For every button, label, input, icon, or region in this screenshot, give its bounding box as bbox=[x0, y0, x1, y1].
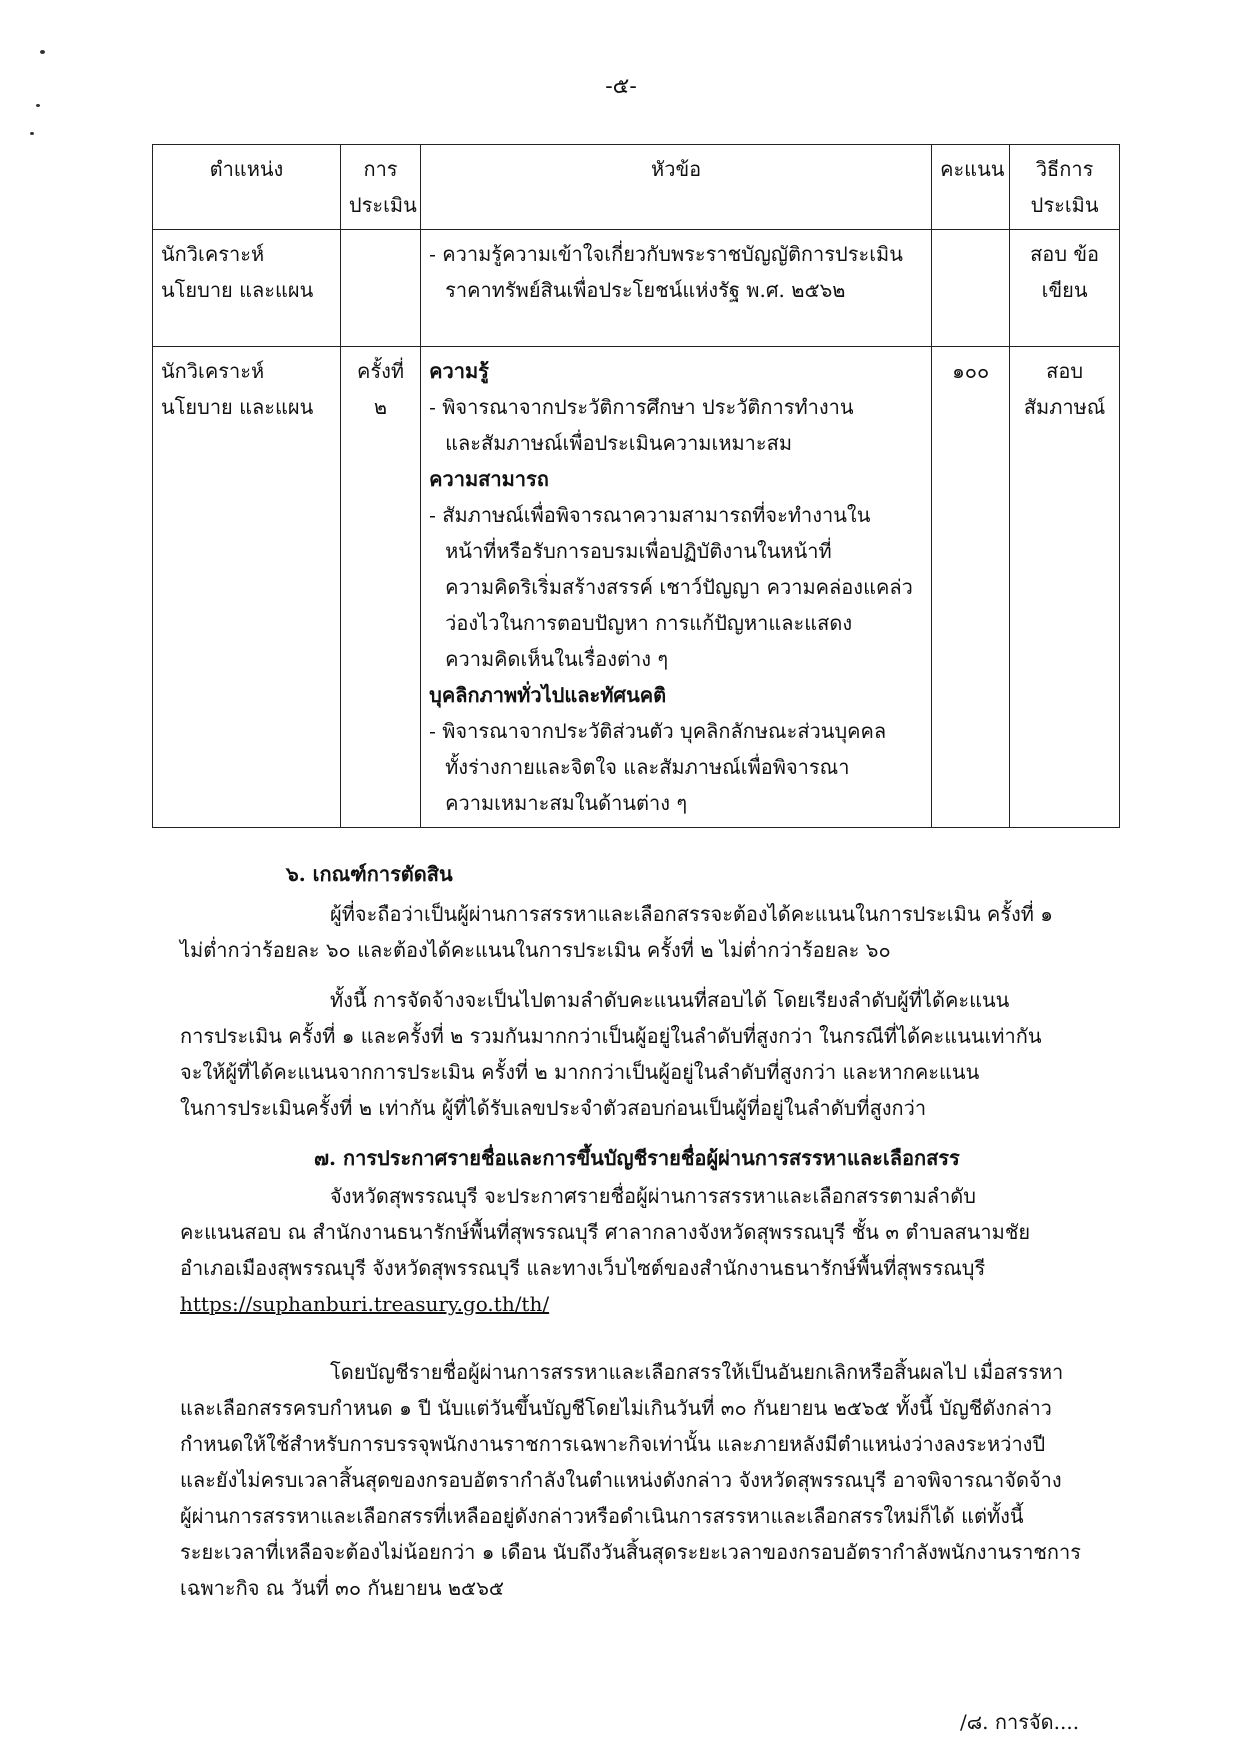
table-header-row bbox=[153, 145, 1120, 230]
topic-heading-ability: ความสามารถ bbox=[429, 467, 549, 491]
paragraph-line: จะให้ผู้ที่ได้คะแนนจากการประเมิน ครั้งที่ ๒ มากกว่าเป็นผู้อยู่ในลำดับที่สูงกว่า และหากคะแนน bbox=[180, 1060, 980, 1084]
evaluation-criteria-table bbox=[152, 144, 1120, 828]
paragraph-line: ไม่ต่ำกว่าร้อยละ ๖๐ และต้องได้คะแนนในการประเมิน ครั้งที่ ๒ ไม่ต่ำกว่าร้อยละ ๖๐ bbox=[180, 938, 891, 962]
cell-method: สอบ ข้อเขียน bbox=[1010, 230, 1120, 347]
topic-line: ความคิดริเริ่มสร้างสรรค์ เชาว์ปัญญา ความคล่องแคล่ว bbox=[445, 575, 913, 599]
table-row bbox=[153, 347, 1120, 828]
continuation-reference: /๘. การจัด.... bbox=[960, 1710, 1080, 1734]
topic-heading-knowledge: ความรู้ bbox=[429, 359, 489, 383]
paragraph-line: โดยบัญชีรายชื่อผู้ผ่านการสรรหาและเลือกสรรให้เป็นอันยกเลิกหรือสิ้นผลไป เมื่อสรรหา bbox=[330, 1360, 1064, 1384]
section-7-paragraph-1 bbox=[180, 1178, 1120, 1322]
topic-heading-personality: บุคลิกภาพทั่วไปและทัศนคติ bbox=[429, 683, 667, 707]
header-topic: หัวข้อ bbox=[421, 145, 932, 230]
topic-line: ความคิดเห็นในเรื่องต่าง ๆ bbox=[445, 647, 669, 671]
paragraph-line: ผู้ที่จะถือว่าเป็นผู้ผ่านการสรรหาและเลือกสรรจะต้องได้คะแนนในการประเมิน ครั้งที่ ๑ bbox=[330, 902, 1053, 926]
topic-line: และสัมภาษณ์เพื่อประเมินความเหมาะสม bbox=[445, 431, 793, 455]
topic-line: ราคาทรัพย์สินเพื่อประโยชน์แห่งรัฐ พ.ศ. ๒๕๖๒ bbox=[445, 278, 846, 302]
topic-line: ทั้งร่างกายและจิตใจ และสัมภาษณ์เพื่อพิจารณา bbox=[445, 755, 850, 779]
cell-position: นักวิเคราะห์นโยบาย และแผน bbox=[153, 230, 341, 347]
paragraph-line: และยังไม่ครบเวลาสิ้นสุดของกรอบอัตรากำลังในตำแหน่งดังกล่าว จังหวัดสุพรรณบุรี อาจพิจารณาจัดจ้าง bbox=[180, 1468, 1062, 1492]
section-6-paragraph-1 bbox=[180, 896, 1120, 968]
cell-topic bbox=[421, 347, 932, 828]
header-position: ตำแหน่ง bbox=[153, 145, 341, 230]
section-7-heading: ๗. การประกาศรายชื่อและการขึ้นบัญชีรายชื่อผู้ผ่านการสรรหาและเลือกสรร bbox=[314, 1146, 960, 1170]
section-7-paragraph-2 bbox=[180, 1354, 1120, 1606]
cell-round bbox=[340, 230, 420, 347]
paragraph-line: ระยะเวลาที่เหลือจะต้องไม่น้อยกว่า ๑ เดือน นับถึงวันสิ้นสุดระยะเวลาของกรอบอัตรากำลังพนักงานราชการ bbox=[180, 1540, 1082, 1564]
paragraph-line: เฉพาะกิจ ณ วันที่ ๓๐ กันยายน ๒๕๖๕ bbox=[180, 1576, 505, 1600]
topic-line: - พิจารณาจากประวัติการศึกษา ประวัติการทำงาน bbox=[429, 395, 854, 419]
paragraph-line: กำหนดให้ใช้สำหรับการบรรจุพนักงานราชการเฉพาะกิจเท่านั้น และภายหลังมีตำแหน่งว่างลงระหว่างปี bbox=[180, 1432, 1046, 1456]
paragraph-line: จังหวัดสุพรรณบุรี จะประกาศรายชื่อผู้ผ่านการสรรหาและเลือกสรรตามลำดับ bbox=[330, 1184, 976, 1208]
page-number: -๕- bbox=[605, 74, 637, 99]
cell-score bbox=[932, 230, 1010, 347]
paragraph-line: ในการประเมินครั้งที่ ๒ เท่ากัน ผู้ที่ได้รับเลขประจำตัวสอบก่อนเป็นผู้ที่อยู่ในลำดับที่สูงกว่า bbox=[180, 1096, 927, 1120]
paragraph-line: อำเภอเมืองสุพรรณบุรี จังหวัดสุพรรณบุรี และทางเว็บไซต์ของสำนักงานธนารักษ์พื้นที่สุพรรณบุรี bbox=[180, 1256, 986, 1280]
table-row bbox=[153, 230, 1120, 347]
topic-line: ว่องไวในการตอบปัญหา การแก้ปัญหาและแสดง bbox=[445, 611, 853, 635]
paragraph-line: และเลือกสรรครบกำหนด ๑ ปี นับแต่วันขึ้นบัญชีโดยไม่เกินวันที่ ๓๐ กันยายน ๒๕๖๕ ทั้งนี้ บัญชีดังกล่าว bbox=[180, 1396, 1052, 1420]
paragraph-line: ผู้ผ่านการสรรหาและเลือกสรรที่เหลืออยู่ดังกล่าวหรือดำเนินการสรรหาและเลือกสรรใหม่ก็ได้ แต่ทั้งนี้ bbox=[180, 1504, 1024, 1528]
header-method: วิธีการ ประเมิน bbox=[1010, 145, 1120, 230]
cell-score: ๑๐๐ bbox=[932, 347, 1010, 828]
paragraph-line: คะแนนสอบ ณ สำนักงานธนารักษ์พื้นที่สุพรรณบุรี ศาลากลางจังหวัดสุพรรณบุรี ชั้น ๓ ตำบลสนามชัย bbox=[180, 1220, 1031, 1244]
cell-position: นักวิเคราะห์นโยบาย และแผน bbox=[153, 347, 341, 828]
cell-round: ครั้งที่ ๒ bbox=[340, 347, 420, 828]
topic-line: - พิจารณาจากประวัติส่วนตัว บุคลิกลักษณะส่วนบุคคล bbox=[429, 719, 887, 743]
cell-topic bbox=[421, 230, 932, 347]
cell-method: สอบ สัมภาษณ์ bbox=[1010, 347, 1120, 828]
header-score: คะแนน bbox=[932, 145, 1010, 230]
header-round: การ ประเมิน bbox=[340, 145, 420, 230]
paragraph-line: ทั้งนี้ การจัดจ้างจะเป็นไปตามลำดับคะแนนที่สอบได้ โดยเรียงลำดับผู้ที่ได้คะแนน bbox=[330, 988, 1010, 1012]
topic-line: ความเหมาะสมในด้านต่าง ๆ bbox=[445, 791, 688, 815]
topic-line: หน้าที่หรือรับการอบรมเพื่อปฏิบัติงานในหน้าที่ bbox=[445, 539, 832, 563]
section-6-paragraph-2 bbox=[180, 982, 1120, 1126]
topic-line: - ความรู้ความเข้าใจเกี่ยวกับพระราชบัญญัติการประเมิน bbox=[429, 242, 903, 266]
treasury-website-link[interactable]: https://suphanburi.treasury.go.th/th/ bbox=[180, 1292, 550, 1316]
section-6-heading: ๖. เกณฑ์การตัดสิน bbox=[286, 862, 453, 886]
paragraph-line: การประเมิน ครั้งที่ ๑ และครั้งที่ ๒ รวมกันมากกว่าเป็นผู้อยู่ในลำดับที่สูงกว่า ในกรณีที่ได้คะแนนเท่ากัน bbox=[180, 1024, 1042, 1048]
topic-line: - สัมภาษณ์เพื่อพิจารณาความสามารถที่จะทำงานใน bbox=[429, 503, 871, 527]
